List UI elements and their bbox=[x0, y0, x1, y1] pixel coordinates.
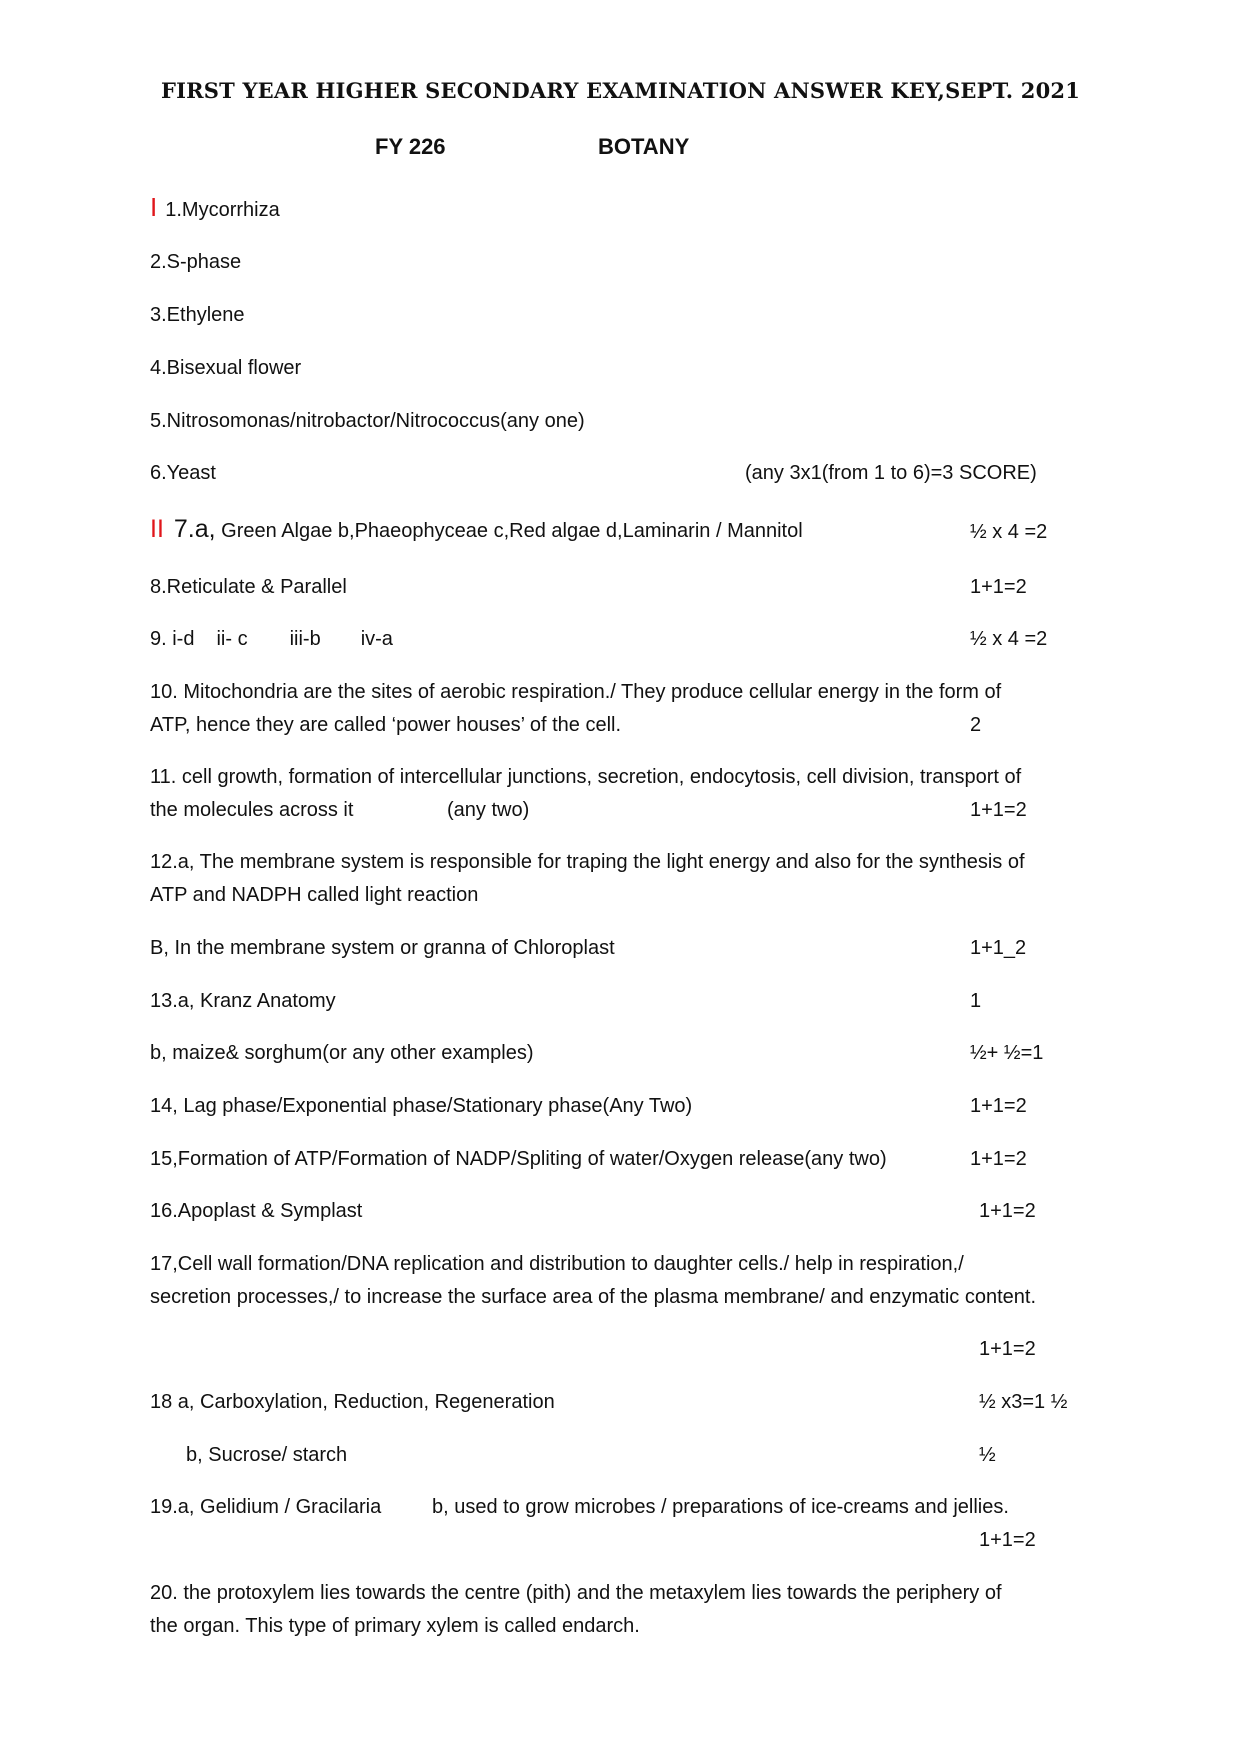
answer-8: 8.Reticulate & Parallel bbox=[150, 576, 347, 598]
answer-10-line2: ATP, hence they are called ‘power houses’ of the cell. bbox=[150, 714, 622, 736]
document-title: FIRST YEAR HIGHER SECONDARY EXAMINATION ANSWER KEY,SEPT. 2021 bbox=[160, 78, 1081, 103]
answer-18b: b, Sucrose/ starch bbox=[186, 1444, 348, 1466]
answer-13b-score: ½+ ½=1 bbox=[970, 1042, 1044, 1064]
answer-5: 5.Nitrosomonas/nitrobactor/Nitrococcus(any one) bbox=[150, 410, 585, 432]
answer-9-part: iv-a bbox=[360, 628, 393, 650]
answer-15-score: 1+1=2 bbox=[970, 1148, 1027, 1170]
answer-17-line2: secretion processes,/ to increase the surface area of the plasma membrane/ and enzymatic content. bbox=[150, 1286, 1037, 1308]
answer-18b-score: ½ bbox=[979, 1444, 996, 1466]
answer-12b-score: 1+1_2 bbox=[970, 937, 1027, 959]
answer-11-score: 1+1=2 bbox=[970, 799, 1027, 821]
answer-20-line2: the organ. This type of primary xylem is called endarch. bbox=[150, 1615, 640, 1637]
answer-14: 14, Lag phase/Exponential phase/Stationary phase(Any Two) bbox=[150, 1095, 693, 1117]
answer-16-score: 1+1=2 bbox=[979, 1200, 1036, 1222]
answer-9 bbox=[150, 628, 393, 651]
answer-9-part: ii- c bbox=[216, 628, 248, 650]
section-one-marker: I bbox=[150, 192, 158, 222]
answer-1-text: 1.Mycorrhiza bbox=[165, 199, 280, 221]
answer-14-score: 1+1=2 bbox=[970, 1095, 1027, 1117]
answer-10-line1: 10. Mitochondria are the sites of aerobic respiration./ They produce cellular energy in the form of bbox=[150, 681, 1002, 703]
answer-13a: 13.a, Kranz Anatomy bbox=[150, 990, 336, 1012]
answer-9-score: ½ x 4 =2 bbox=[970, 628, 1048, 650]
answer-16: 16.Apoplast & Symplast bbox=[150, 1200, 363, 1222]
answer-11-line2: the molecules across it bbox=[150, 799, 354, 821]
answer-20-line1: 20. the protoxylem lies towards the centre (pith) and the metaxylem lies towards the periphery of bbox=[150, 1582, 1002, 1604]
answer-6: 6.Yeast bbox=[150, 462, 216, 484]
answer-7-text: Green Algae b,Phaeophyceae c,Red algae d,Laminarin / Mannitol bbox=[215, 520, 803, 542]
section-two-marker: II bbox=[150, 515, 164, 543]
paper-code: FY 226 bbox=[375, 134, 446, 159]
answer-1 bbox=[150, 192, 280, 223]
answer-11-note: (any two) bbox=[447, 799, 530, 821]
answer-7-lead: 7.a, bbox=[173, 515, 216, 543]
answer-10-score: 2 bbox=[970, 714, 982, 736]
answer-17-score: 1+1=2 bbox=[979, 1338, 1036, 1360]
answer-12b: B, In the membrane system or granna of Chloroplast bbox=[150, 937, 615, 959]
answer-9-part: 9. i-d bbox=[150, 628, 195, 650]
section-one-score: (any 3x1(from 1 to 6)=3 SCORE) bbox=[745, 462, 1037, 484]
answer-12a-line1: 12.a, The membrane system is responsible for traping the light energy and also for the synthesis of bbox=[150, 851, 1025, 873]
answer-13a-score: 1 bbox=[970, 990, 982, 1012]
answer-9-part: iii-b bbox=[289, 628, 321, 650]
subject-name: BOTANY bbox=[598, 134, 690, 159]
answer-7 bbox=[150, 515, 803, 544]
answer-13b: b, maize& sorghum(or any other examples) bbox=[150, 1042, 534, 1064]
answer-15: 15,Formation of ATP/Formation of NADP/Spliting of water/Oxygen release(any two) bbox=[150, 1148, 887, 1170]
answer-4: 4.Bisexual flower bbox=[150, 357, 302, 379]
answer-2: 2.S-phase bbox=[150, 251, 242, 273]
answer-3: 3.Ethylene bbox=[150, 304, 245, 326]
answer-12a-line2: ATP and NADPH called light reaction bbox=[150, 884, 479, 906]
answer-8-score: 1+1=2 bbox=[970, 576, 1027, 598]
answer-19b: b, used to grow microbes / preparations of ice-creams and jellies. bbox=[432, 1496, 1009, 1518]
answer-17-line1: 17,Cell wall formation/DNA replication and distribution to daughter cells./ help in respiration,/ bbox=[150, 1253, 964, 1275]
answer-18a: 18 a, Carboxylation, Reduction, Regeneration bbox=[150, 1391, 555, 1413]
answer-7-score: ½ x 4 =2 bbox=[970, 521, 1048, 543]
answer-11-line1: 11. cell growth, formation of intercellular junctions, secretion, endocytosis, cell division, transport of bbox=[150, 766, 1022, 788]
answer-19-score: 1+1=2 bbox=[979, 1529, 1036, 1551]
answer-18a-score: ½ x3=1 ½ bbox=[979, 1391, 1068, 1413]
answer-19a: 19.a, Gelidium / Gracilaria bbox=[150, 1496, 382, 1518]
